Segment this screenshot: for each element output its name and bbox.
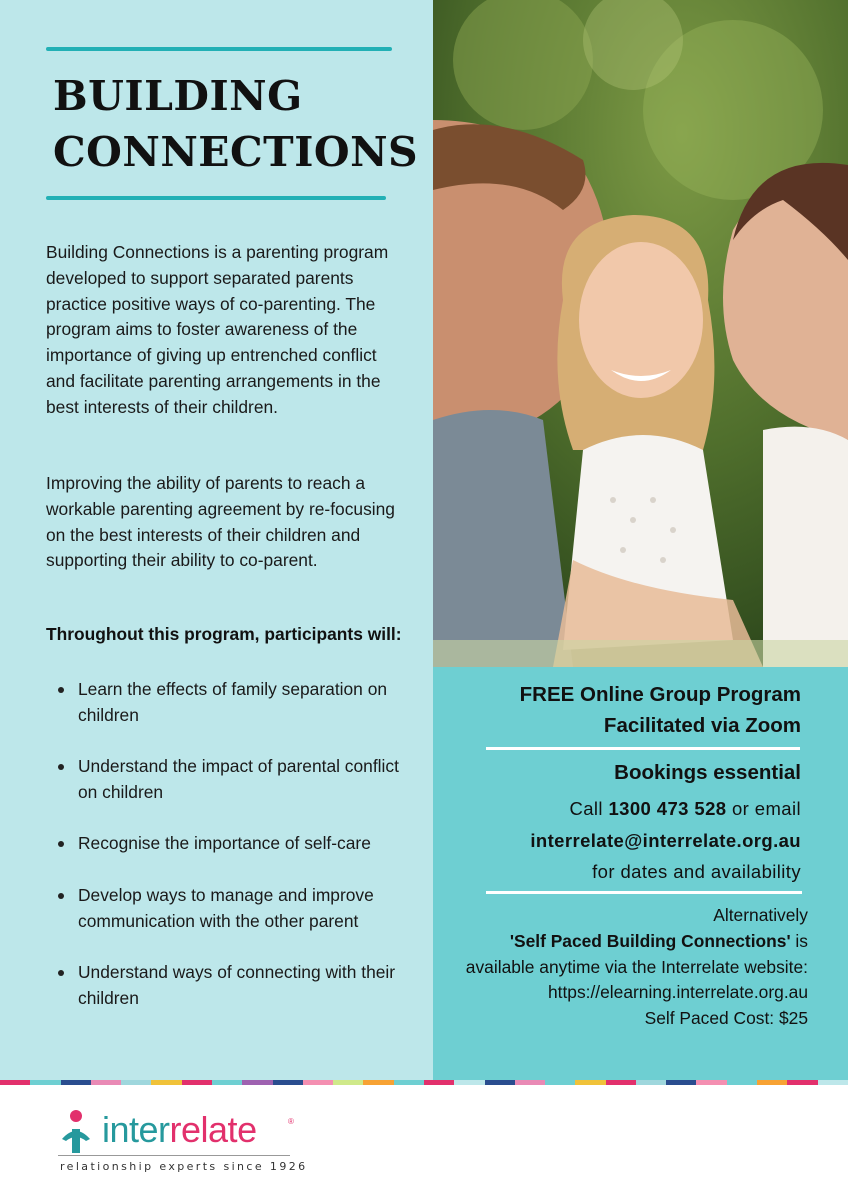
call-suffix: or email xyxy=(726,798,801,819)
self-paced-cost: Self Paced Cost: $25 xyxy=(644,1008,808,1029)
intro-paragraph: Building Connections is a parenting program developed to support separated parents practice positive ways of co-parenting. The program aims to foster awareness of the importance of giving up entrenched conflict and facilitate parenting arrangements in the best interests of their children. xyxy=(46,242,389,417)
stripe-segment xyxy=(61,1080,91,1085)
stripe-segment xyxy=(757,1080,787,1085)
title-line-1: BUILDING xyxy=(53,72,303,120)
bookings-heading: Bookings essential xyxy=(614,761,801,784)
stripe-segment xyxy=(575,1080,605,1085)
self-paced-name: 'Self Paced Building Connections' xyxy=(509,930,791,951)
stripe-segment xyxy=(485,1080,515,1085)
info-divider-2 xyxy=(486,891,802,894)
contact-block xyxy=(530,793,801,888)
title-rule-top xyxy=(46,47,392,51)
person-logo-icon xyxy=(58,1109,98,1157)
logo-tagline: relationship experts since 1926 xyxy=(60,1160,308,1173)
family-photo-illustration xyxy=(433,0,848,667)
logo-divider xyxy=(58,1155,290,1156)
stripe-segment xyxy=(30,1080,60,1085)
stripe-segment xyxy=(666,1080,696,1085)
availability-text: for dates and availability xyxy=(592,861,801,882)
stripe-segment xyxy=(333,1080,363,1085)
title-line-2: CONNECTIONS xyxy=(53,128,419,176)
color-stripe xyxy=(0,1080,848,1085)
list-item-text: Develop ways to manage and improve communication with the other parent xyxy=(78,884,374,931)
stripe-segment xyxy=(787,1080,817,1085)
stripe-segment xyxy=(454,1080,484,1085)
page-title xyxy=(53,68,423,180)
stripe-segment xyxy=(91,1080,121,1085)
bullet-icon xyxy=(58,893,64,899)
stripe-segment xyxy=(182,1080,212,1085)
bullet-icon xyxy=(58,970,64,976)
stripe-segment xyxy=(636,1080,666,1085)
logo-word-relate: relate xyxy=(169,1109,257,1150)
stripe-segment xyxy=(545,1080,575,1085)
list-item xyxy=(56,754,401,806)
registered-mark: ® xyxy=(288,1117,294,1126)
program-heading-line-2: Facilitated via Zoom xyxy=(603,714,801,737)
stripe-segment xyxy=(424,1080,454,1085)
program-heading-line-1: FREE Online Group Program xyxy=(519,683,801,706)
stripe-segment xyxy=(303,1080,333,1085)
bullets-lead: Throughout this program, participants will: xyxy=(46,624,402,644)
stripe-segment xyxy=(273,1080,303,1085)
call-prefix: Call xyxy=(569,798,609,819)
phone-number[interactable]: 1300 473 528 xyxy=(608,798,727,819)
stripe-segment xyxy=(0,1080,30,1085)
stripe-segment xyxy=(242,1080,272,1085)
list-item-text: Learn the effects of family separation on children xyxy=(78,679,388,725)
intro-paragraph-2: Improving the ability of parents to reach a workable parenting agreement by re-focusing on the best interests of their children and supporting their ability to co-parent. xyxy=(46,473,395,571)
bullet-icon xyxy=(58,687,64,693)
list-item xyxy=(56,883,401,935)
stripe-segment xyxy=(727,1080,757,1085)
stripe-segment xyxy=(606,1080,636,1085)
family-photo xyxy=(433,0,848,667)
info-divider-1 xyxy=(486,747,800,750)
alt-is: is xyxy=(790,930,808,951)
elearning-link[interactable]: https://elearning.interrelate.org.au xyxy=(547,982,808,1003)
alt-intro: Alternatively xyxy=(713,905,808,925)
stripe-segment xyxy=(818,1080,848,1085)
logo-word-inter: inter xyxy=(102,1109,170,1150)
stripe-segment xyxy=(212,1080,242,1085)
logo-wordmark xyxy=(102,1109,257,1151)
interrelate-logo[interactable] xyxy=(58,1107,308,1177)
stripe-segment xyxy=(394,1080,424,1085)
stripe-segment xyxy=(696,1080,726,1085)
outcomes-list xyxy=(56,677,401,1037)
list-item-text: Recognise the importance of self-care xyxy=(78,833,371,854)
stripe-segment xyxy=(515,1080,545,1085)
title-rule-bottom xyxy=(46,196,386,200)
list-item xyxy=(56,677,401,729)
stripe-segment xyxy=(151,1080,181,1085)
bullet-icon xyxy=(58,841,64,847)
program-info-panel xyxy=(433,667,848,1080)
program-heading xyxy=(520,679,801,741)
stripe-segment xyxy=(363,1080,393,1085)
list-item-text: Understand the impact of parental conflict on children xyxy=(78,756,399,802)
stripe-segment xyxy=(121,1080,151,1085)
alt-availability: available anytime via the Interrelate website: xyxy=(465,956,808,977)
bullet-icon xyxy=(58,764,64,770)
list-item-text: Understand ways of connecting with their children xyxy=(78,961,396,1008)
left-panel xyxy=(0,0,433,1080)
self-paced-block xyxy=(448,903,808,1032)
list-item xyxy=(56,960,401,1012)
list-item xyxy=(56,831,401,857)
email-link[interactable]: interrelate@interrelate.org.au xyxy=(530,829,801,851)
